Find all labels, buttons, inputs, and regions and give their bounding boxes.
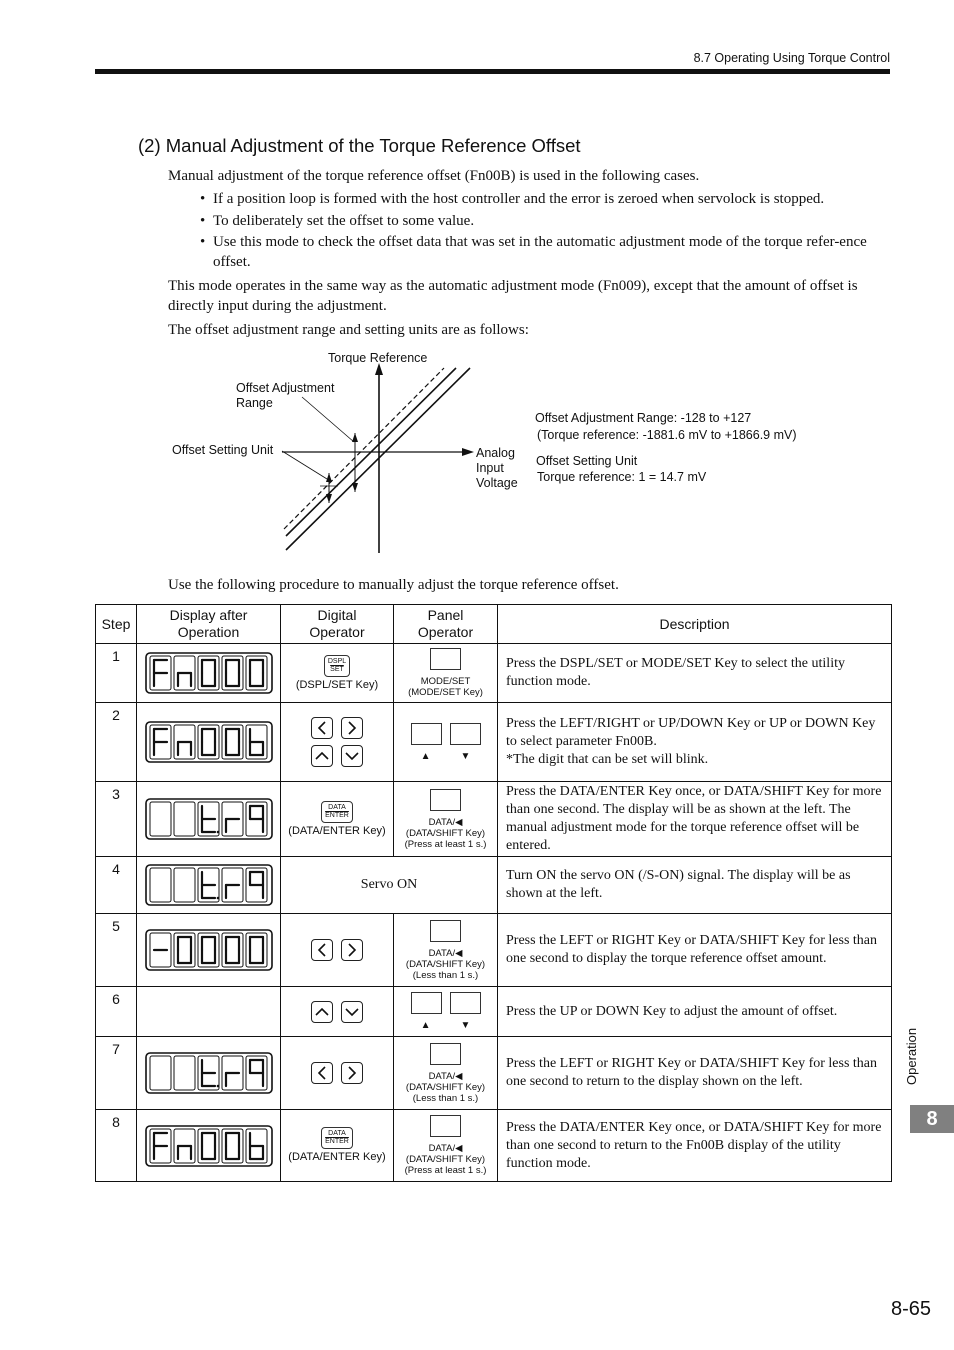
up-key[interactable]: [311, 1001, 333, 1023]
header-step: Step: [96, 605, 137, 644]
servo-on-cell: Servo ON: [281, 857, 498, 914]
key-caption: (DATA/ENTER Key): [288, 824, 386, 837]
lcd-digit-cell: [150, 1056, 171, 1090]
key-caption: (DATA/SHIFT Key): [405, 958, 486, 970]
header-display: Display after Operation: [137, 605, 281, 644]
procedure-table: [95, 604, 892, 1182]
key-caption: MODE/SET: [420, 676, 471, 687]
lcd-display: [145, 1052, 273, 1094]
lcd-display: [145, 1125, 273, 1167]
lcd-digit-cell: [150, 868, 171, 902]
key-caption: (DATA/SHIFT Key): [405, 1081, 486, 1093]
description-cell: Press the DATA/ENTER Key once, or DATA/SHIFT Key for more than one second. The display will be as shown at the left. The manual adjustment mode for the torque reference offset will be entered.: [498, 782, 892, 857]
offset-range-label-line1: Offset Adjustment: [236, 381, 335, 395]
data-shift-key[interactable]: [430, 1043, 461, 1065]
data-enter-key[interactable]: DATA ENTER: [321, 801, 353, 823]
description-cell: Press the LEFT or RIGHT Key or DATA/SHIFT Key for less than one second to return to the display shown on the left.: [498, 1037, 892, 1110]
table-row: [96, 987, 892, 1037]
data-shift-key[interactable]: [430, 920, 461, 942]
table-row: [96, 782, 892, 857]
display-cell: [137, 987, 281, 1037]
step-number: 3: [96, 782, 137, 857]
display-cell: [137, 703, 281, 782]
table-row: [96, 644, 892, 703]
lcd-dot: [216, 1085, 219, 1088]
panel-operator-cell: [394, 1037, 498, 1110]
range-leader: [302, 397, 354, 442]
step-number: 8: [96, 1110, 137, 1182]
key-caption: (DATA/SHIFT Key): [405, 827, 486, 839]
digital-operator-cell: [281, 644, 394, 703]
description-cell: Turn ON the servo ON (/S-ON) signal. The display will be as shown at the left.: [498, 857, 892, 914]
digital-operator-cell: [281, 782, 394, 857]
unit-leader: [282, 451, 327, 479]
page-number: 8-65: [890, 1298, 931, 1320]
lcd-display: [145, 721, 273, 763]
key-caption: DATA/◀: [428, 816, 463, 828]
table-row: [96, 914, 892, 987]
step-number: 2: [96, 703, 137, 782]
lcd-digit-cell: [150, 802, 171, 836]
paragraph-range: The offset adjustment range and setting units are as follows:: [168, 322, 529, 338]
table-row: [96, 703, 892, 782]
left-key[interactable]: [311, 1062, 333, 1084]
analog-label-line3: Voltage: [476, 476, 518, 490]
data-enter-key[interactable]: DATA ENTER: [321, 1127, 353, 1149]
display-cell: [137, 1110, 281, 1182]
panel-up-key[interactable]: [411, 723, 442, 745]
digital-operator-cell: [281, 1110, 394, 1182]
down-key[interactable]: [341, 745, 363, 767]
display-cell: [137, 857, 281, 914]
description-cell: Press the UP or DOWN Key to adjust the amount of offset.: [498, 987, 892, 1037]
key-caption: (DATA/SHIFT Key): [405, 1154, 486, 1165]
panel-operator-cell: [394, 703, 498, 782]
table-row: [96, 1110, 892, 1182]
header-digital-operator: Digital Operator: [281, 605, 394, 644]
running-header: 8.7 Operating Using Torque Control: [693, 51, 890, 65]
header-rule: [95, 69, 890, 74]
panel-operator-cell: [394, 1110, 498, 1182]
lcd-dot: [216, 831, 219, 834]
step-number: 7: [96, 1037, 137, 1110]
down-triangle-icon: ▼: [460, 1020, 471, 1031]
up-triangle-icon: ▲: [420, 1020, 431, 1031]
panel-down-key[interactable]: [450, 723, 481, 745]
procedure-intro: Use the following procedure to manually adjust the torque reference offset.: [168, 577, 619, 593]
panel-operator-cell: [394, 644, 498, 703]
digital-operator-cell: [281, 1037, 394, 1110]
lcd-display: [145, 929, 273, 971]
table-row: [96, 1037, 892, 1110]
panel-operator-cell: [394, 987, 498, 1037]
key-caption: DATA/◀: [428, 1143, 463, 1154]
header-description: Description: [498, 605, 892, 644]
panel-operator-cell: [394, 782, 498, 857]
lcd-display: [145, 798, 273, 840]
bullet-item: • To deliberately set the offset to some value.: [168, 212, 890, 232]
right-key[interactable]: [341, 717, 363, 739]
section-title: (2) Manual Adjustment of the Torque Reference Offset: [138, 135, 581, 156]
bullet-item: • If a position loop is formed with the host controller and the error is zeroed when servolock is stopped.: [168, 190, 890, 210]
key-caption: (MODE/SET Key): [408, 687, 483, 698]
panel-down-key[interactable]: [450, 992, 481, 1014]
step-number: 6: [96, 987, 137, 1037]
data-shift-key[interactable]: [430, 789, 461, 811]
display-cell: [137, 782, 281, 857]
unit-spec-line2: Torque reference: 1 = 14.7 mV: [537, 470, 707, 484]
up-triangle-icon: ▲: [420, 750, 431, 762]
lcd-display: [145, 864, 273, 906]
key-caption: (Less than 1 s.): [412, 1092, 479, 1104]
lcd-digit-cell: [174, 802, 195, 836]
step-number: 5: [96, 914, 137, 987]
key-caption: (DATA/ENTER Key): [288, 1151, 386, 1163]
table-header-row: [96, 605, 892, 644]
chapter-label: Operation: [904, 1027, 919, 1085]
down-triangle-icon: ▼: [460, 750, 471, 762]
bullet-list: [168, 190, 890, 274]
step-number: 4: [96, 857, 137, 914]
unit-spec-line1: Offset Setting Unit: [536, 454, 638, 468]
description-cell: Press the LEFT or RIGHT Key or DATA/SHIFT Key for less than one second to display the torque reference offset amount.: [498, 914, 892, 987]
lcd-dot: [216, 897, 219, 900]
key-caption: (DSPL/SET Key): [295, 678, 379, 691]
paragraph-mode: This mode operates in the same way as the automatic adjustment mode (Fn009), except that the amount of offset is directly input during the adjustment.: [168, 278, 858, 314]
digital-operator-cell: [281, 703, 394, 782]
description-cell: Press the DATA/ENTER Key once, or DATA/SHIFT Key for more than one second to return to the Fn00B display of the utility function mode.: [498, 1110, 892, 1182]
key-caption: (Press at least 1 s.): [404, 838, 487, 850]
digital-operator-cell: [281, 987, 394, 1037]
key-caption: DATA/◀: [428, 1070, 463, 1082]
left-key[interactable]: [311, 939, 333, 961]
key-caption: DATA/◀: [428, 947, 463, 959]
analog-label-line2: Input: [476, 461, 504, 475]
display-cell: [137, 644, 281, 703]
description-cell: Press the DSPL/SET or MODE/SET Key to select the utility function mode.: [498, 644, 892, 703]
down-key[interactable]: [341, 1001, 363, 1023]
analog-label-line1: Analog: [476, 446, 515, 460]
key-caption: (Less than 1 s.): [412, 969, 479, 981]
up-key[interactable]: [311, 745, 333, 767]
lcd-digit-cell: [174, 868, 195, 902]
analog-axis-arrow: [462, 448, 474, 456]
lcd-digit-cell: [174, 1056, 195, 1090]
key-caption: (Press at least 1 s.): [404, 1165, 487, 1176]
table-row: [96, 857, 892, 914]
bullet-item: • Use this mode to check the offset data that was set in the automatic adjustment mode of the torque refer-ence offset.: [168, 233, 890, 272]
panel-up-key[interactable]: [411, 992, 442, 1014]
left-key[interactable]: [311, 717, 333, 739]
header-panel-operator: Panel Operator: [394, 605, 498, 644]
digital-operator-cell: [281, 914, 394, 987]
lcd-display: [145, 652, 273, 694]
offset-unit-label: Offset Setting Unit: [172, 443, 274, 457]
offset-range-label-line2: Range: [236, 396, 273, 410]
right-key[interactable]: [341, 939, 363, 961]
display-cell: [137, 914, 281, 987]
description-cell: Press the LEFT/RIGHT or UP/DOWN Key or UP or DOWN Key to select parameter Fn00B. *The digit that can be set will blink.: [498, 703, 892, 782]
step-number: 1: [96, 644, 137, 703]
dspl-set-key[interactable]: DSPL $\overline{SET}$: [324, 655, 350, 677]
torque-reference-label: Torque Reference: [328, 351, 428, 365]
range-spec-line1: Offset Adjustment Range: -128 to +127: [535, 411, 752, 425]
range-spec-line2: (Torque reference: -1881.6 mV to +1866.9 mV): [537, 428, 797, 442]
display-cell: [137, 1037, 281, 1110]
panel-operator-cell: [394, 914, 498, 987]
chapter-tab: 8: [910, 1105, 954, 1133]
mode-set-key[interactable]: [430, 648, 461, 670]
right-key[interactable]: [341, 1062, 363, 1084]
data-shift-key[interactable]: [430, 1115, 461, 1137]
intro-paragraph: Manual adjustment of the torque reference offset (Fn00B) is used in the following cases.: [168, 168, 700, 184]
